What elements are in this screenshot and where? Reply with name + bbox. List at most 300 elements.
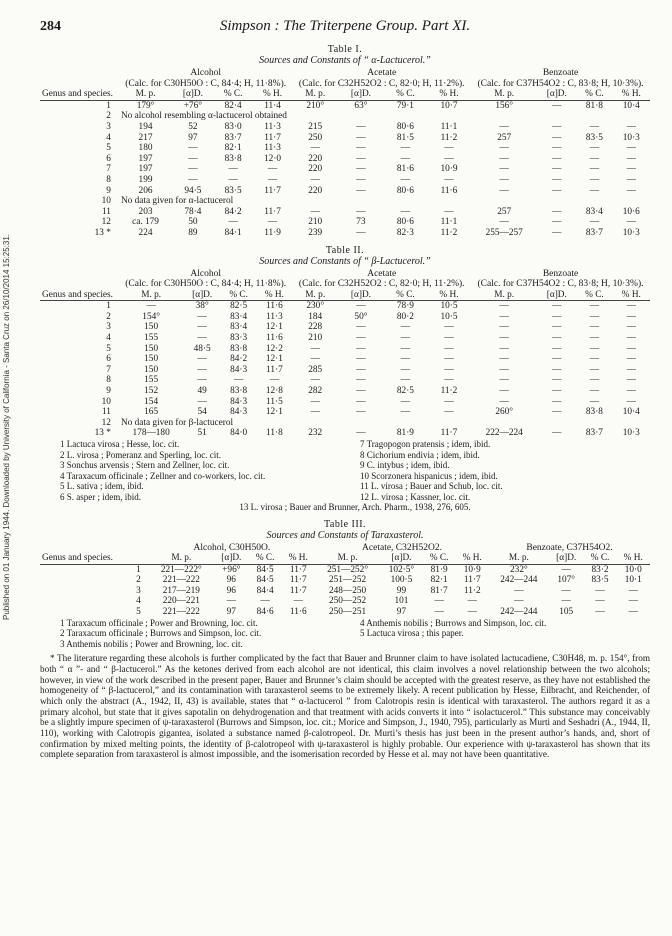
- table-row: [40, 354, 650, 365]
- table-cell: —: [626, 301, 636, 312]
- table-cell: —: [628, 607, 638, 618]
- table3-body: [40, 564, 650, 617]
- footnote: [40, 653, 650, 760]
- table-cell: —: [400, 354, 411, 365]
- table-cell: 12·2: [265, 343, 283, 354]
- table-cell: 83·5: [224, 185, 242, 196]
- table-cell: 11·8: [266, 428, 283, 439]
- table-cell: —: [561, 564, 571, 575]
- table-cell: 221—222: [162, 575, 200, 586]
- table-row: [40, 596, 650, 607]
- table-cell: 250: [308, 132, 323, 143]
- table-cell: 84·2: [230, 354, 248, 365]
- table-cell: —: [589, 164, 600, 175]
- table-cell: —: [626, 311, 636, 322]
- table-cell: 84·2: [224, 206, 242, 217]
- row-number: 13 *: [94, 428, 111, 439]
- table1-group-benzoate: Benzoate: [542, 68, 579, 78]
- table-cell: —: [444, 354, 454, 365]
- table-cell: 63°: [354, 100, 368, 111]
- table-cell: 242—244: [500, 607, 538, 618]
- table-cell: —: [400, 364, 411, 375]
- row-number: 1: [136, 564, 141, 575]
- table-cell: 84·3: [230, 396, 248, 407]
- row-number: 4: [136, 596, 141, 607]
- footnote-text: * The literature regarding these alcohols is further complicated by the fact that Bauer and Brunner claim to have isolated lactucadiene, C30H48, m. p. 154°, from both “ α ”- and “ β-lactucerol.” As the ketones derived from each alcohol are not identical, this claim involves a novel relationship between the two alcohols; however, in view of the work described in the present paper, Bauer and Brunner’s claim should be accepted with the greatest reserve, as they have not established the homogeneity of “ β-lactucerol,” and its contamination with taraxasterol seems to be extremely likely. A recent publication by Hesse, Eilbracht, and Reichender, of which only the abstract (A., 1942, II, 43) is available, states that “ α-lactucerol ” from Calotropis resin is identical with taraxasterol. The authors regard it as a primary alcohol, but state that it gives sapotalin on dehydrogenation and that treatment with acids converts it into “ isolactucerol.” This substance may conceivably be a slightly impure specimen of ψ-taraxasterol (Burrows and Simpson, loc. cit.; Morice and Simpson, J., 1940, 795), particularly as Murti and Seshadri (A., 1944, II, 110), working with Calotropis gigantea, isolated a substance named β-calotropeol. Dr. Murti’s thesis has just been in the present author’s hands, and, short of confirmation by mixed melting points, the identity of β-calotropeol with ψ-taraxasterol is highly probable. Our experience with ψ-taraxasterol has shown that its complete separation from taraxasterol is almost impossible, and the isomerisation recorded by Hesse et al. may not have been quantitative.: [40, 653, 650, 760]
- table1-group-acetate: Acetate: [367, 68, 397, 78]
- table-cell: 11·2: [440, 132, 458, 143]
- table-cell: 232°: [510, 564, 528, 575]
- table-cell: 83·7: [585, 227, 603, 238]
- row-number: 3: [106, 121, 111, 132]
- table-cell: —: [552, 375, 562, 386]
- table-cell: —: [356, 227, 366, 238]
- table2-col-header: M. p.: [471, 290, 537, 301]
- table-cell: 251—252: [328, 575, 367, 586]
- table-cell: —: [267, 174, 278, 185]
- row-number: 11: [101, 407, 111, 418]
- reference-item: 11 L. virosa ; Bauer and Schub, loc. cit.: [360, 481, 503, 491]
- table-cell: —: [552, 132, 562, 143]
- table-cell: 80·6: [396, 121, 414, 132]
- table-row: [40, 428, 650, 439]
- reference-item: 3 Sonchus arvensis ; Stern and Zellner, loc. cit.: [60, 460, 230, 470]
- table-cell: —: [228, 217, 238, 228]
- table-cell: —: [552, 164, 562, 175]
- table-cell: —: [310, 375, 320, 386]
- table-cell: —: [626, 185, 636, 196]
- table-cell: 83·4: [230, 322, 248, 333]
- table-cell: —: [499, 386, 509, 397]
- table-cell: —: [499, 322, 509, 333]
- table-cell: —: [626, 174, 636, 185]
- download-notice-text: Published on 01 January 1944. Downloaded by University of California - Santa Cruz on 26/10/2014 15:25:31.: [2, 233, 11, 620]
- table-cell: —: [467, 596, 477, 607]
- table-cell: —: [626, 143, 636, 154]
- download-notice: [2, 60, 16, 620]
- table-cell: 97: [188, 132, 198, 143]
- row-number: 1: [106, 301, 111, 312]
- table-cell: —: [356, 407, 366, 418]
- table-cell: —: [267, 217, 278, 228]
- table-cell: —: [514, 596, 524, 607]
- table-cell: —: [197, 311, 207, 322]
- table-cell: 10·5: [440, 301, 458, 312]
- table-cell: —: [467, 607, 477, 618]
- reference-item: 4 Anthemis nobilis ; Burrows and Simpson, loc. cit.: [360, 617, 547, 628]
- table2-calc-benzoate: (Calc. for C37H54O2 : C, 83·8; H, 10·3%).: [477, 279, 644, 290]
- table-cell: —: [589, 153, 600, 164]
- table-cell: —: [626, 333, 636, 344]
- table-cell: 179°: [136, 100, 155, 111]
- table-cell: 78·4: [184, 206, 202, 217]
- table-cell: 84·5: [256, 564, 274, 575]
- journal-page: [40, 10, 650, 760]
- row-number: 7: [106, 364, 111, 375]
- table-cell: —: [561, 585, 571, 596]
- table-cell: —: [552, 396, 562, 407]
- table2-col-header: % H.: [427, 290, 471, 301]
- table2-col-header: [α]D.: [183, 290, 221, 301]
- row-number: 7: [106, 164, 111, 175]
- table-cell: —: [552, 428, 562, 439]
- table-cell: —: [356, 174, 366, 185]
- table-cell: 83·8: [585, 407, 603, 418]
- table-cell: —: [499, 375, 509, 386]
- table-cell: —: [552, 322, 562, 333]
- table-cell: 11·2: [440, 386, 458, 397]
- table-cell: 83·0: [224, 121, 242, 132]
- table3-group-alcohol: Alcohol, C30H50O.: [193, 542, 271, 553]
- table-cell: 79·1: [396, 100, 414, 111]
- table-cell: —: [589, 301, 600, 312]
- table3-col-header: % H.: [282, 553, 316, 564]
- table-cell: 260°: [495, 407, 514, 418]
- table-cell: 83·7: [224, 132, 242, 143]
- table-cell: 11·3: [266, 311, 283, 322]
- table1-col-header: % C.: [576, 89, 612, 100]
- table-cell: —: [310, 354, 320, 365]
- table-cell: 156°: [495, 100, 514, 111]
- table-cell: —: [310, 174, 320, 185]
- table3: [40, 543, 650, 618]
- table-cell: 82·1: [224, 143, 242, 154]
- table3-group-benzoate: Benzoate, C37H54O2.: [526, 542, 613, 553]
- table-row: [40, 122, 650, 133]
- table-cell: —: [626, 375, 636, 386]
- table-cell: —: [444, 407, 454, 418]
- table-row: [40, 100, 650, 111]
- table-cell: —: [197, 333, 207, 344]
- table-cell: —: [499, 354, 509, 365]
- table-cell: 11·1: [440, 121, 458, 132]
- table-cell: 101: [394, 596, 409, 607]
- page-number: 284: [40, 19, 61, 34]
- table-cell: —: [356, 121, 366, 132]
- table-cell: —: [626, 354, 636, 365]
- table-cell: 242—244: [500, 575, 538, 586]
- table3-subtitle: Sources and Constants of Taraxasterol.: [266, 529, 424, 541]
- row-number: 8: [106, 375, 111, 386]
- table1-group-alcohol: Alcohol: [190, 68, 221, 78]
- row-number: 4: [106, 132, 111, 143]
- table-cell: —: [310, 396, 320, 407]
- table2-col-header: [α]D.: [338, 290, 384, 301]
- table1-col-header: M. p.: [119, 89, 172, 100]
- table-cell: 257: [497, 206, 512, 217]
- table2-col-header: % H.: [613, 290, 650, 301]
- table-cell: 206: [138, 185, 153, 196]
- table-cell: —: [589, 322, 600, 333]
- table-cell: 178—180: [132, 428, 170, 439]
- table1-col-header: % C.: [214, 89, 253, 100]
- table-cell: 10·4: [622, 100, 640, 111]
- table-cell: 210: [308, 217, 323, 228]
- table-row: [40, 386, 650, 397]
- table-cell: 210: [308, 333, 323, 344]
- row-number: 5: [136, 607, 141, 618]
- row-number: 3: [106, 322, 111, 333]
- table-cell: 51: [197, 428, 207, 439]
- table-cell: —: [552, 227, 562, 238]
- table-row: [40, 322, 650, 333]
- table-cell: 50: [188, 217, 198, 228]
- table-cell: —: [595, 607, 605, 618]
- table-cell: 100·5: [390, 575, 413, 586]
- table2-references: [60, 439, 650, 513]
- table1: [40, 68, 650, 239]
- table-row: [40, 154, 650, 165]
- table-cell: —: [444, 206, 454, 217]
- table-row: [40, 207, 650, 218]
- table-cell: 220: [308, 164, 323, 175]
- table2-caption: Table II.: [325, 244, 365, 256]
- table-cell: 150: [144, 364, 159, 375]
- table-cell: 11·5: [266, 396, 283, 407]
- table-cell: —: [188, 153, 198, 164]
- table-cell: 83·8: [224, 153, 242, 164]
- table-cell: 220: [308, 153, 323, 164]
- table3-col-header: M. p.: [149, 553, 214, 564]
- table-cell: 49: [197, 386, 207, 397]
- reference-item: 4 Taraxacum officinale ; Zellner and co-workers, loc. cit.: [60, 470, 266, 481]
- row-number: 9: [106, 386, 111, 397]
- table-cell: 228: [308, 322, 323, 333]
- table-cell: —: [356, 396, 366, 407]
- reference-item: 13 L. virosa ; Bauer and Brunner, Arch. Pharm., 1938, 276, 605.: [239, 502, 471, 512]
- table-cell: 89: [188, 227, 198, 238]
- table-cell: —: [589, 364, 600, 375]
- table-cell: —: [589, 217, 600, 228]
- table-cell: 84·5: [256, 575, 274, 586]
- table-cell: 10·9: [440, 164, 458, 175]
- table-cell: 10·9: [463, 564, 481, 575]
- table-cell: +76°: [183, 100, 203, 111]
- table-cell: 82·5: [396, 386, 414, 397]
- table-cell: —: [356, 386, 366, 397]
- table-cell: 10·1: [624, 575, 642, 586]
- table-cell: 155: [144, 375, 159, 386]
- table-cell: —: [444, 364, 454, 375]
- table-cell: 11·4: [264, 100, 281, 111]
- table-cell: —: [356, 343, 366, 354]
- table2-col-header: % C.: [576, 290, 612, 301]
- table-cell: —: [552, 185, 562, 196]
- table1-calc-alcohol: (Calc. for C30H50O : C, 84·4; H, 11·8%).: [125, 78, 287, 89]
- table-cell: —: [444, 174, 454, 185]
- table2-col-header: [α]D.: [537, 290, 576, 301]
- table-cell: 224: [138, 227, 153, 238]
- table-row: [40, 312, 650, 323]
- table-cell: 154°: [142, 311, 160, 322]
- table-cell: 83·5: [591, 575, 609, 586]
- table-cell: 83·5: [585, 132, 603, 143]
- table-cell: —: [626, 153, 636, 164]
- row-number: 12: [101, 217, 111, 228]
- table-cell: —: [589, 185, 600, 196]
- table-cell: 12·8: [265, 386, 283, 397]
- reference-item: 2 Taraxacum officinale ; Burrows and Simpson, loc. cit.: [60, 628, 262, 639]
- table-cell: —: [228, 174, 238, 185]
- table-cell: —: [589, 354, 600, 365]
- table-cell: 80·6: [396, 185, 414, 196]
- table-cell: 255—257: [485, 227, 523, 238]
- table-cell: —: [356, 333, 366, 344]
- table2: [40, 269, 650, 440]
- table2-group-acetate: Acetate: [367, 268, 397, 279]
- table-cell: 150: [144, 343, 159, 354]
- table-cell: 82·3: [396, 227, 414, 238]
- table-cell: 10·4: [622, 407, 640, 418]
- table-cell: —: [400, 375, 411, 386]
- table2-calc-alcohol: (Calc. for C30H50O : C, 84·4; H, 11·8%).: [125, 279, 287, 290]
- table-cell: —: [356, 132, 366, 143]
- table-cell: —: [499, 301, 509, 312]
- table-cell: 154: [144, 396, 159, 407]
- table-cell: —: [552, 407, 562, 418]
- table-cell: —: [589, 343, 600, 354]
- table2-genus-label: Genus and species.: [40, 290, 119, 301]
- table-cell: —: [589, 375, 600, 386]
- table-cell: —: [626, 217, 636, 228]
- table-cell: 73: [356, 217, 366, 228]
- table1-col-header: % H.: [427, 89, 471, 100]
- table-cell: 10·0: [624, 564, 642, 575]
- table3-references: [60, 618, 650, 650]
- table-cell: —: [356, 428, 366, 439]
- table-cell: 257: [497, 132, 512, 143]
- table-cell: 96: [226, 575, 236, 586]
- table-cell: —: [356, 375, 366, 386]
- table-cell: —: [499, 164, 509, 175]
- table-cell: —: [188, 174, 198, 185]
- table-cell: 84·4: [256, 585, 274, 596]
- table-cell: 180: [138, 143, 153, 154]
- table-cell: —: [561, 596, 571, 607]
- table-cell: 102·5°: [388, 564, 415, 575]
- table-cell: 96: [226, 585, 236, 596]
- table-row: [40, 333, 650, 344]
- table-cell: —: [267, 164, 278, 175]
- table-cell: —: [197, 364, 207, 375]
- table-cell: 82·1: [430, 575, 448, 586]
- table1-col-header: [α]D.: [338, 89, 384, 100]
- table-cell: —: [400, 333, 411, 344]
- table-cell: 81·9: [396, 428, 414, 439]
- table-cell: —: [356, 354, 366, 365]
- table-cell: 11·2: [463, 585, 481, 596]
- table-cell: —: [356, 301, 366, 312]
- table-row: [40, 143, 650, 154]
- table-cell: 197: [138, 164, 153, 175]
- table-cell: 12·1: [265, 354, 283, 365]
- table3-col-header: % H.: [456, 553, 490, 564]
- table-cell: 248—250: [328, 585, 367, 596]
- table-cell: —: [552, 143, 562, 154]
- table-cell: 11·7: [463, 575, 481, 586]
- table-cell: —: [444, 333, 454, 344]
- table-cell: 83·4: [230, 311, 248, 322]
- table-cell: —: [595, 596, 605, 607]
- table-cell: 239: [308, 227, 323, 238]
- table-cell: —: [552, 301, 562, 312]
- table-cell: —: [552, 174, 562, 185]
- reference-item: 5 L. sativa ; idem, ibid.: [60, 481, 144, 491]
- table-cell: —: [552, 354, 562, 365]
- row-number: 5: [106, 143, 111, 154]
- table-cell: 48·5: [193, 343, 211, 354]
- table-cell: —: [589, 333, 600, 344]
- table-row: [40, 564, 650, 575]
- table-cell: —: [356, 143, 366, 154]
- table1-col-header: M. p.: [471, 89, 537, 100]
- table-cell: 282: [308, 386, 323, 397]
- table-cell: —: [626, 164, 636, 175]
- table-cell: 222—224: [485, 428, 523, 439]
- table3-col-header: M. p.: [315, 553, 380, 564]
- table-cell: 203: [138, 206, 153, 217]
- table-cell: —: [228, 164, 238, 175]
- table-cell: —: [552, 343, 562, 354]
- table-cell: —: [499, 121, 509, 132]
- table-cell: 10·6: [622, 206, 640, 217]
- table-cell: 83·8: [230, 386, 248, 397]
- table-cell: —: [628, 596, 638, 607]
- table-cell: —: [434, 596, 444, 607]
- table-cell: 217—219: [162, 585, 200, 596]
- row-number: 2: [136, 575, 141, 586]
- row-number: 6: [106, 153, 111, 164]
- table-cell: 285: [308, 364, 323, 375]
- table-cell: 11·7: [264, 132, 281, 143]
- table-cell: 221—222: [162, 607, 200, 618]
- table-cell: 83·7: [585, 428, 603, 439]
- table-cell: 38°: [195, 301, 209, 312]
- table-cell: —: [499, 333, 509, 344]
- table2-col-header: % C.: [221, 290, 256, 301]
- table1-caption: Table I.: [327, 44, 363, 55]
- table-row: [40, 575, 650, 586]
- reference-item: 10 Scorzonera hispanicus ; idem, ibid.: [360, 470, 498, 481]
- table-cell: 83·3: [230, 333, 248, 344]
- row-number: 6: [106, 354, 111, 365]
- table-cell: 11·9: [264, 227, 281, 238]
- table-cell: 250—251: [328, 607, 367, 618]
- table-cell: 82·4: [224, 100, 242, 111]
- table-cell: —: [400, 206, 411, 217]
- table2-subtitle: Sources and Constants of “ β-Lactucerol.”: [259, 255, 431, 267]
- table-cell: —: [589, 121, 600, 132]
- table-cell: —: [310, 143, 320, 154]
- table-cell: —: [444, 153, 454, 164]
- table-cell: 52: [188, 121, 198, 132]
- table-cell: —: [356, 185, 366, 196]
- table-cell: —: [626, 121, 636, 132]
- table-cell: —: [626, 396, 636, 407]
- table-cell: —: [499, 343, 509, 354]
- table-cell: 84·0: [230, 428, 248, 439]
- table-cell: 107°: [557, 575, 576, 586]
- table-cell: 165: [144, 407, 159, 418]
- table3-caption: Table III.: [323, 518, 367, 530]
- table-row: [40, 217, 650, 228]
- table-cell: 11·1: [440, 217, 458, 228]
- table-cell: —: [552, 386, 562, 397]
- table1-col-header: % H.: [253, 89, 293, 100]
- table-cell: 84·6: [256, 607, 274, 618]
- table-cell: —: [499, 217, 509, 228]
- table2-group-benzoate: Benzoate: [542, 268, 579, 279]
